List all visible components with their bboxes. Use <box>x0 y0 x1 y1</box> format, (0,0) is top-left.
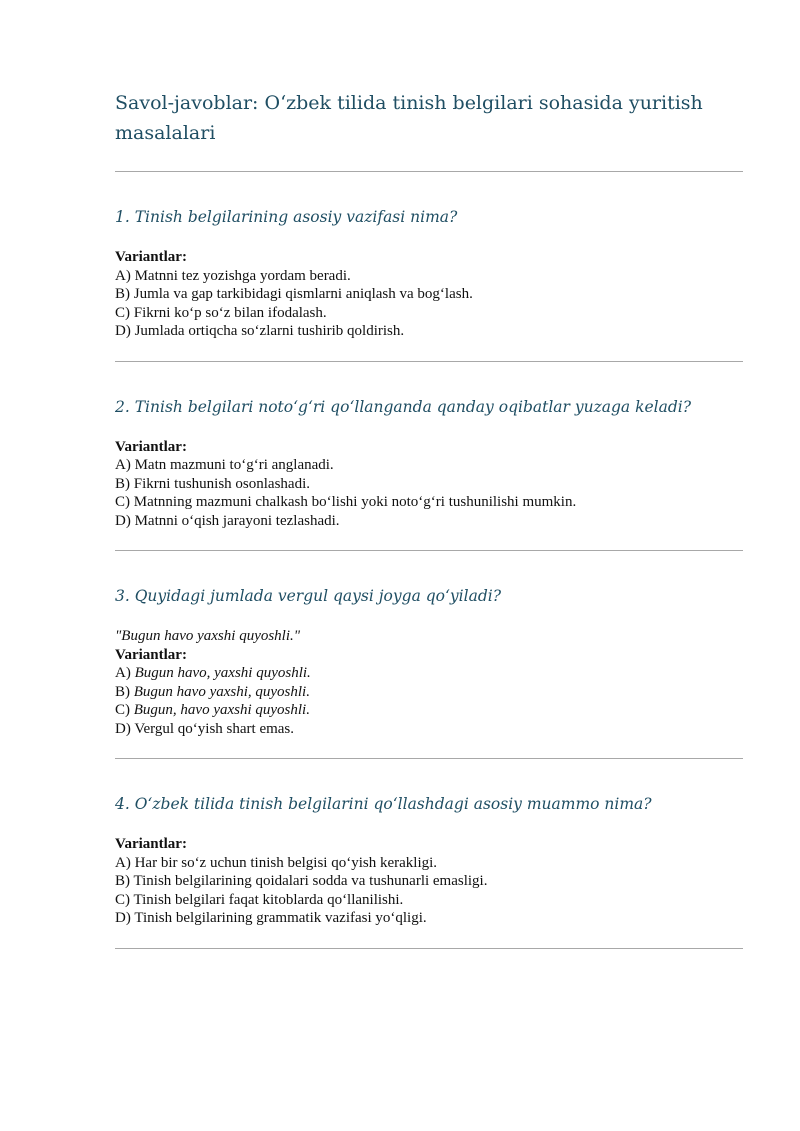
option-a: A) Bugun havo, yaxshi quyoshli. <box>115 665 311 681</box>
variants-label: Variantlar: <box>115 249 187 265</box>
variants-label: Variantlar: <box>115 646 187 663</box>
question-4 <box>115 793 743 949</box>
option-c: C) Tinish belgilari faqat kitoblarda qo‘llanilishi. <box>115 891 404 908</box>
option-c: C) Bugun, havo yaxshi quyoshli. <box>115 702 310 718</box>
question-divider <box>115 550 743 551</box>
option-b: B) Fikrni tushunish osonlashadi. <box>115 475 311 492</box>
title-divider <box>115 171 743 172</box>
document-page <box>115 88 743 949</box>
question-body <box>115 248 743 341</box>
question-body <box>115 438 743 531</box>
question-body <box>115 627 743 738</box>
option-c: C) Matnning mazmuni chalkash bo‘lishi yoki noto‘g‘ri tushunilishi mumkin. <box>115 494 577 510</box>
option-d: D) Tinish belgilarining grammatik vazifasi yo‘qligi. <box>115 910 427 926</box>
question-1 <box>115 206 743 362</box>
option-b: B) Bugun havo yaxshi, quyoshli. <box>115 683 310 700</box>
option-a: A) Matnni tez yozishga yordam beradi. <box>115 267 351 284</box>
question-heading: 4. O‘zbek tilida tinish belgilarini qo‘llashdagi asosiy muammo nima? <box>115 795 652 813</box>
example-sentence: "Bugun havo yaxshi quyoshli." <box>115 628 301 644</box>
question-heading: 2. Tinish belgilari noto‘g‘ri qo‘llanganda qanday oqibatlar yuzaga keladi? <box>115 397 692 416</box>
question-divider <box>115 758 743 759</box>
question-body <box>115 835 743 928</box>
question-divider <box>115 948 743 949</box>
option-c: C) Fikrni ko‘p so‘z bilan ifodalash. <box>115 304 327 321</box>
variants-label: Variantlar: <box>115 836 187 852</box>
question-3 <box>115 585 743 759</box>
variants-label: Variantlar: <box>115 438 187 455</box>
option-b: B) Tinish belgilarining qoidalari sodda va tushunarli emasligi. <box>115 873 488 889</box>
option-d: D) Matnni o‘qish jarayoni tezlashadi. <box>115 512 340 529</box>
option-b: B) Jumla va gap tarkibidagi qismlarni aniqlash va bog‘lash. <box>115 286 473 302</box>
option-d: D) Jumlada ortiqcha so‘zlarni tushirib qoldirish. <box>115 323 405 339</box>
option-d: D) Vergul qo‘yish shart emas. <box>115 720 295 737</box>
option-a: A) Har bir so‘z uchun tinish belgisi qo‘yish kerakligi. <box>115 854 438 871</box>
question-divider <box>115 361 743 362</box>
question-heading: 3. Quyidagi jumlada vergul qaysi joyga qo‘yiladi? <box>115 587 502 605</box>
document-title: Savol-javoblar: O‘zbek tilida tinish belgilari sohasida yuritish masalalari <box>115 92 703 144</box>
question-heading: 1. Tinish belgilarining asosiy vazifasi nima? <box>115 208 458 226</box>
option-a: A) Matn mazmuni to‘g‘ri anglanadi. <box>115 457 334 473</box>
question-2 <box>115 396 743 552</box>
